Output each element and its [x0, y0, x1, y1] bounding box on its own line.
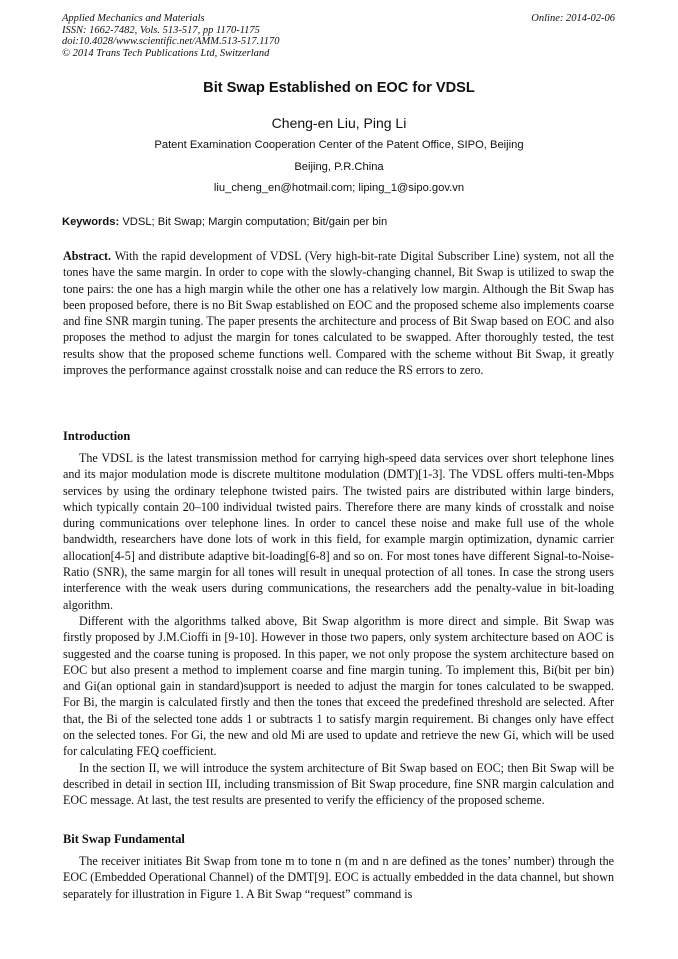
section-heading-introduction: Introduction [63, 429, 131, 443]
paragraph: The VDSL is the latest transmission method for carrying high-speed data services over short telephone lines and its major modulation mode is discrete multitone modulation (DMT)[1-3]. The VDSL offers multi-ten-Mbps services by using the ordinary telephone twisted pairs. The twisted pairs are distributed within large binders, which typically contain 20–100 individual twisted pairs. Therefore there are many kinds of crosstalk and noise during communications over telephone lines. In order to cancel these noise and make full use of the whole bandwidth, researchers have done lots of work in this field, for example margin optimization, dynamic carrier allocation[4-5] and distribute adaptive bit-loading[6-8] and so on. For most tones have different Signal-to-Noise-Ratio (SNR), the same margin for all tones will result in unequal protection of all tones. In case the strong users interference with the weak users during communications, the researchers add the penalty-value in bit-loading algorithm. [63, 451, 614, 612]
author-list: Cheng-en Liu, Ping Li [271, 115, 407, 131]
copyright-line: © 2014 Trans Tech Publications Ltd, Switzerland [62, 47, 270, 59]
paper-title: Bit Swap Established on EOC for VDSL [203, 80, 475, 96]
doi-line: doi:10.4028/www.scientific.net/AMM.513-517.1170 [62, 36, 280, 48]
abstract-text: With the rapid development of VDSL (Very high-bit-rate Digital Subscriber Line) system, not all the tones have the same margin. In order to cope with the slowly-changing channel, Bit Swap is utilized to swap the tone pairs: the one has a high margin while the other one has a relatively low margin. Although the Bit Swap has been proposed before, there is no Bit Swap established on EOC and the proposed scheme also implements coarse and fine SNR margin tuning. The paper presents the architecture and process of Bit Swap based on EOC and also proposes the method to adjust the margin for tones calculated to be swapped. After thoroughly tested, the test results show that the proposed scheme functions well. Compared with the scheme without Bit Swap, it greatly improves the performance against crosstalk noise and can reduce the RS errors to zero. [63, 249, 615, 378]
paragraph: Different with the algorithms talked above, Bit Swap algorithm is more direct and simple. Bit Swap was firstly proposed by J.M.Cioffi in [9-10]. However in those two papers, only system architecture based on AOC is suggested and the coarse tuning is proposed. In this paper, we not only propose the system architecture based on EOC but also present a method to implement coarse and fine margin tuning. To implement this, Bi(bit per bin) and Gi(an optional gain in standard)support is needed to adjust the margin for tones calculated to be swapped. For Bi, the margin is calculated firstly and then the tones that exceed the predefined threshold are selected. After that, the Bi of the selected tone adds 1 or subtracts 1 to satisfy margin requirement. Bi changes only have effect on the selected tones. For Gi, the new and old Mi are used to update and retrieve the new Gi, which will be used for calculating FEQ coefficient. [63, 613, 614, 759]
section-heading-bit-swap-fundamental: Bit Swap Fundamental [63, 832, 185, 846]
paragraph: In the section II, we will introduce the system architecture of Bit Swap based on EOC; then Bit Swap will be described in detail in section III, including transmission of Bit Swap procedure, fine SNR margin calculation and EOC message. At last, the test results are presented to verify the efficiency of the proposed scheme. [63, 760, 614, 808]
bit-swap-fundamental-body [63, 853, 614, 902]
introduction-body [63, 450, 614, 809]
paragraph: The receiver initiates Bit Swap from tone m to tone n (m and n are defined as the tones’ number) through the EOC (Embedded Operational Channel) of the DMT[9]. EOC is actually embedded in the data channel, but shown separately for illustration in Figure 1. A Bit Swap “request” command is [63, 854, 614, 901]
online-date: Online: 2014-02-06 [531, 13, 615, 24]
affiliation-location: Beijing, P.R.China [294, 161, 384, 173]
abstract [63, 248, 614, 378]
journal-header [62, 13, 279, 59]
keywords-label: Keywords: [62, 216, 120, 228]
keywords [62, 215, 618, 229]
author-emails: liu_cheng_en@hotmail.com; liping_1@sipo.gov.vn [213, 182, 465, 194]
abstract-label: Abstract. [63, 249, 112, 263]
journal-name: Applied Mechanics and Materials [62, 13, 205, 24]
affiliation: Patent Examination Cooperation Center of the Patent Office, SIPO, Beijing [154, 139, 524, 151]
keywords-text: VDSL; Bit Swap; Margin computation; Bit/gain per bin [122, 216, 388, 228]
issn-line: ISSN: 1662-7482, Vols. 513-517, pp 1170-1175 [62, 24, 260, 36]
